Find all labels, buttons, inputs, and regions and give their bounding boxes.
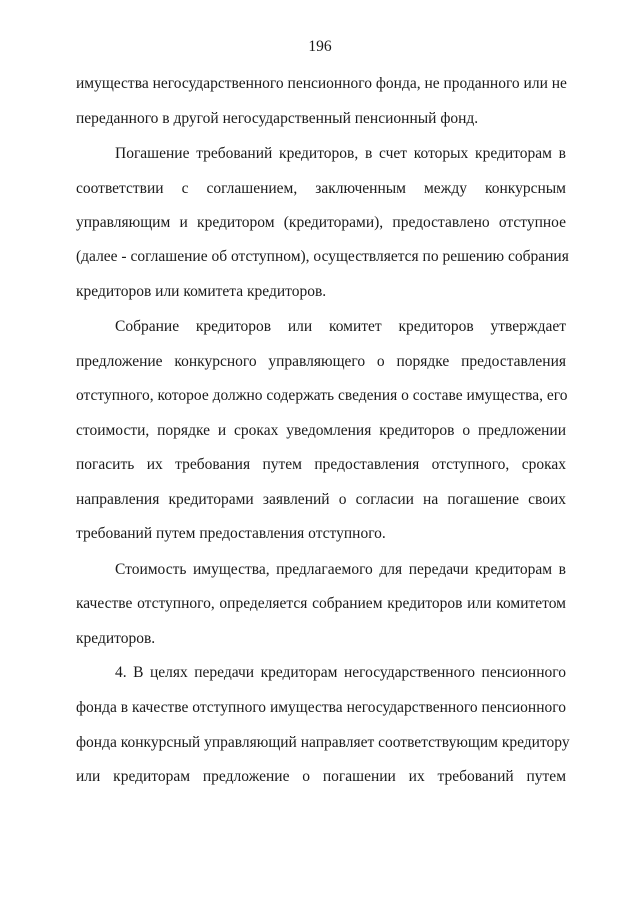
- text-line: погасить их требования путем предоставления отступного, сроках: [76, 456, 566, 473]
- text-line: управляющим и кредитором (кредиторами), предоставлено отступное: [76, 214, 566, 231]
- text-line: фонда в качестве отступного имущества негосударственного пенсионного: [76, 699, 566, 716]
- text-line: кредиторов.: [76, 630, 156, 647]
- text-line: направления кредиторами заявлений о согласии на погашение своих: [76, 491, 566, 508]
- text-line: или кредиторам предложение о погашении их требований путем: [76, 768, 566, 785]
- text-line: фонда конкурсный управляющий направляет соответствующим кредитору: [76, 734, 570, 751]
- text-line: 4. В целях передачи кредиторам негосударственного пенсионного: [115, 664, 566, 681]
- text-line: переданного в другой негосударственный пенсионный фонд.: [76, 110, 479, 127]
- text-line: отступного, которое должно содержать сведения о составе имущества, его: [76, 387, 568, 404]
- text-line: Собрание кредиторов или комитет кредиторов утверждает: [115, 318, 566, 335]
- text-line: имущества негосударственного пенсионного фонда, не проданного или не: [76, 75, 567, 92]
- page-number: 196: [308, 38, 332, 55]
- text-line: Погашение требований кредиторов, в счет которых кредиторам в: [115, 145, 566, 162]
- text-line: требований путем предоставления отступного.: [76, 525, 386, 542]
- text-line: Стоимость имущества, предлагаемого для передачи кредиторам в: [115, 561, 566, 578]
- text-line: предложение конкурсного управляющего о порядке предоставления: [76, 353, 566, 370]
- text-line: стоимости, порядке и сроках уведомления кредиторов о предложении: [76, 422, 566, 439]
- text-line: качестве отступного, определяется собранием кредиторов или комитетом: [76, 595, 566, 612]
- text-line: (далее - соглашение об отступном), осуществляется по решению собрания: [76, 248, 569, 265]
- text-line: кредиторов или комитета кредиторов.: [76, 283, 327, 300]
- text-line: соответствии с соглашением, заключенным между конкурсным: [76, 180, 566, 197]
